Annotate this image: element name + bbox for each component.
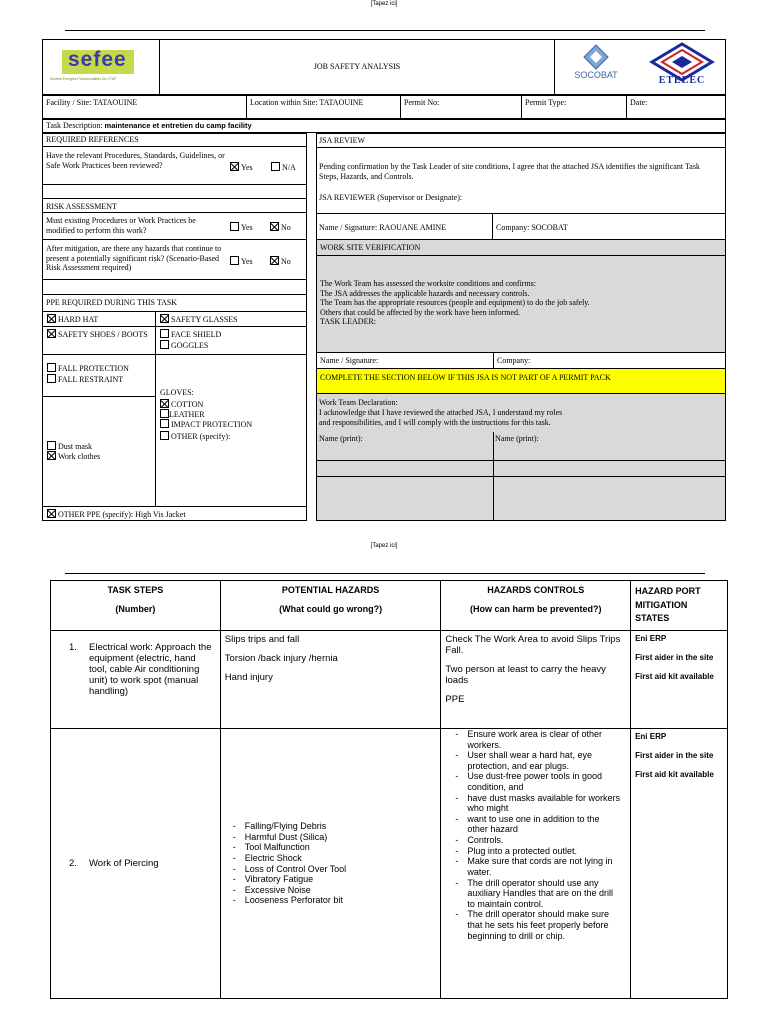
row1-mitigation-item: First aider in the site [635,653,714,662]
ppe-work-clothes[interactable] [47,451,100,462]
row2-task-step [51,729,221,999]
col-header-controls-title: HAZARDS CONTROLS [487,585,585,595]
task-description-label: Task Description: [46,121,103,130]
row2-hazards [220,729,441,999]
work-clothes-checkbox[interactable] [47,451,56,460]
other-gloves-label: OTHER (specify): [171,432,231,441]
row1-mitigation [631,631,728,729]
leader-company: Company: [493,352,726,369]
work-team-heading: Work Team Declaration: [319,398,398,407]
row2-step-number: 2. [69,858,77,869]
row2-controls [441,729,631,999]
name-print-2: Name (print): [495,434,539,443]
socobat-logo-text: SOCOBAT [574,70,618,80]
jsa-reviewer: JSA REVIEWER (Supervisor or Designate): [319,193,463,202]
permit-notice: COMPLETE THE SECTION BELOW IF THIS JSA IS NOT PART OF A PERMIT PACK [316,368,726,394]
work-site-text-3: The Team has the appropriate resources (people and equipment) to do the job safely. [320,298,590,308]
col-header-hazards-title: POTENTIAL HAZARDS [281,585,380,595]
cotton-checkbox[interactable] [160,399,169,408]
row2-mitigation-item: First aid kit available [635,770,714,779]
page-title: JOB SAFETY ANALYSIS [313,62,401,71]
page-header-middle: [Tapez ici] [370,543,398,549]
date: Date: [626,95,726,119]
face-shield-checkbox[interactable] [160,329,169,338]
row2-hazard: - Electric Shock [229,853,437,864]
socobat-logo [560,42,632,92]
header-rule-2 [65,573,705,574]
col-header-task-steps [51,581,221,631]
col-header-hazards [220,581,441,631]
goggles-checkbox[interactable] [160,340,169,349]
sefee-logo-text: sefee [68,48,127,71]
risk2-yes-option[interactable] [230,256,253,267]
risk-assessment-heading: RISK ASSESSMENT [46,202,117,211]
row2-control: - The drill operator should make sure that he sets his feet properly before beginning to drill or chip. [451,909,622,941]
task-leader-label: TASK LEADER: [320,317,377,327]
row2-control-list [445,729,626,941]
row2-hazard: - Vibratory Fatigue [229,874,437,885]
ref-na-checkbox[interactable] [271,162,280,171]
task-description-value: maintenance et entretien du camp facility [104,121,252,130]
risk-question-2: After mitigation, are there any hazards that continue to present a potentially significant risk? (Scenario-Based Risk Assessment required) [46,244,222,273]
reviewer-company: Company: SOCOBAT [496,223,568,232]
col-header-task-steps-sub: (Number) [115,604,156,614]
row2-control: - Plug into a protected outlet. [451,846,622,857]
col-header-task-steps-title: TASK STEPS [107,585,164,595]
ppe-fall-restraint[interactable] [47,374,123,385]
row2-hazard: - Excessive Noise [229,885,437,896]
name-print-1: Name (print): [319,434,363,443]
row1-step-number: 1. [69,642,77,653]
row1-control: Check The Work Area to avoid Slips Trips Fall. [445,634,621,656]
work-clothes-label: Work clothes [58,452,101,461]
dust-mask-checkbox[interactable] [47,441,56,450]
safety-glasses-label: SAFETY GLASSES [171,315,238,324]
work-team-text-2: and responsibilities, and I will comply with the instructions for this task. [319,418,551,427]
work-site-text-4: Others that could be affected by the work have been informed. [320,307,520,317]
facility-site: Facility / Site: TATAOUINE [42,95,247,119]
row2-hazard: - Tool Malfunction [229,842,437,853]
row1-mitigation-item: First aid kit available [635,672,714,681]
jsa-review-text: Pending confirmation by the Task Leader of site conditions, I agree that the attached JSA identifies the significant Task Steps, Hazards, and Controls. [319,162,700,181]
fall-restraint-label: FALL RESTRAINT [58,375,124,384]
ppe-dust-mask[interactable] [47,441,92,452]
row1-control: PPE [445,694,465,705]
risk2-no-label: No [281,257,291,266]
row1-task-step [51,631,221,729]
ref-yes-option[interactable] [230,162,253,173]
ppe-cotton[interactable] [160,399,203,410]
safety-shoes-label: SAFETY SHOES / BOOTS [58,330,148,339]
etelec-logo [642,42,722,92]
ppe-face-shield[interactable] [160,329,221,340]
work-site-body [316,255,726,353]
leader-name: Name / Signature: [316,352,494,369]
col-header-controls [441,581,631,631]
ref-yes-checkbox[interactable] [230,162,239,171]
row1-hazard: Slips trips and fall [224,634,300,645]
risk1-no-checkbox[interactable] [270,222,279,231]
task-steps-table [50,580,728,999]
risk-question-1: Must existing Procedures or Work Practices be modified to perform this work? [46,216,196,235]
col-header-mitigation [631,581,728,631]
ppe-fall-protection[interactable] [47,363,129,374]
ref-yes-label: Yes [241,163,253,172]
gloves-label: GLOVES: [160,388,194,397]
leather-label: LEATHER [169,410,205,419]
row2-control: - User shall wear a hard hat, eye protection, and ear plugs. [451,750,622,771]
row2-hazard: - Harmful Dust (Silica) [229,832,437,843]
ppe-leather[interactable] [160,409,205,420]
hard-hat-checkbox[interactable] [47,314,56,323]
fall-protection-checkbox[interactable] [47,363,56,372]
safety-shoes-checkbox[interactable] [47,329,56,338]
row2-control: - Controls. [451,835,622,846]
row1-hazard: Hand injury [224,672,273,683]
sefee-logo [50,50,150,85]
col-header-mitigation-title: HAZARD PORT MITIGATION STATES [635,586,701,623]
table-row [51,729,728,999]
row2-control: - Make sure that cords are not lying in water. [451,856,622,877]
row1-step-text: Electrical work: Approach the equipment (electric, hand tool, cable Air conditioning unit) to work spot (manual handling) [89,642,212,697]
risk1-yes-checkbox[interactable] [230,222,239,231]
row2-hazard: - Falling/Flying Debris [229,821,437,832]
risk1-no-label: No [281,223,291,232]
location-within-site: Location within Site: TATAOUINE [246,95,401,119]
leather-checkbox[interactable] [160,409,169,418]
fall-restraint-checkbox[interactable] [47,374,56,383]
risk2-yes-checkbox[interactable] [230,256,239,265]
work-site-heading: WORK SITE VERIFICATION [316,239,726,256]
row1-controls [441,631,631,729]
socobat-diamond-icon [560,42,632,92]
ppe-other-gloves[interactable] [160,431,230,442]
sefee-tagline: Société Énergies Fonctionnalités Du CTAP [50,77,117,81]
row2-step-text: Work of Piercing [89,858,159,869]
row2-control: - have dust masks available for workers who might [451,793,622,814]
row1-control: Two person at least to carry the heavy loads [445,664,606,686]
ppe-safety-shoes[interactable] [47,329,152,340]
risk1-no-option[interactable] [270,222,291,233]
required-references-heading: REQUIRED REFERENCES [42,133,307,147]
row2-hazard: - Looseness Perforator bit [229,895,437,906]
other-ppe-checkbox[interactable] [47,509,56,518]
left-panel [42,133,307,521]
risk1-yes-option[interactable] [230,222,253,233]
row2-hazard: - Loss of Control Over Tool [229,864,437,875]
row2-control: - The drill operator should use any auxiliary Handles that are on the drill to maintain control. [451,878,622,910]
ppe-impact-protection[interactable] [160,419,252,430]
required-references-question: Have the relevant Procedures, Standards, Guidelines, or Safe Work Practices been reviewed? [46,151,225,170]
safety-glasses-checkbox[interactable] [160,314,169,323]
face-shield-label: FACE SHIELD [171,330,222,339]
work-team-text-1: I acknowledge that I have reviewed the attached JSA, I understand my roles [319,408,563,417]
row2-mitigation-item: First aider in the site [635,751,714,760]
other-ppe-label: OTHER PPE (specify): High Vis Jacket [58,510,186,519]
table-header-row [51,581,728,631]
row2-control: - Ensure work area is clear of other workers. [451,729,622,750]
ppe-heading: PPE REQUIRED DURING THIS TASK [46,298,178,307]
col-header-controls-sub: (How can harm be prevented?) [469,604,602,614]
ref-na-label: N/A [282,163,296,172]
reviewer-name: Name / Signature: RAOUANE AMINE [319,223,447,232]
col-header-hazards-sub: (What could go wrong?) [279,604,383,614]
ref-na-option[interactable] [271,162,296,173]
impact-protection-checkbox[interactable] [160,419,169,428]
row2-control: - want to use one in addition to the other hazard [451,814,622,835]
impact-protection-label: IMPACT PROTECTION [171,420,253,429]
jsa-review-heading: JSA REVIEW [319,136,365,145]
risk2-no-option[interactable] [270,256,291,267]
ppe-safety-glasses[interactable] [160,314,238,325]
ppe-other[interactable] [47,509,186,520]
permit-no: Permit No: [400,95,522,119]
row1-hazards [220,631,441,729]
risk1-yes-label: Yes [241,223,253,232]
row2-mitigation-item: Eni ERP [635,732,667,741]
risk2-no-checkbox[interactable] [270,256,279,265]
work-site-text-2: The JSA addresses the applicable hazards and necessary controls. [320,288,530,298]
ppe-hard-hat[interactable] [47,314,98,325]
work-site-text-1: The Work Team has assessed the worksite conditions and confirms: [320,279,537,288]
cotton-label: COTTON [171,400,204,409]
task-description [42,119,726,133]
ppe-goggles[interactable] [160,340,208,351]
row1-hazard: Torsion /back injury /hernia [224,653,338,664]
table-row [51,631,728,729]
page-header-top: [Tapez ici] [370,1,398,7]
row2-control: - Use dust-free power tools in good condition, and [451,771,622,792]
other-gloves-checkbox[interactable] [160,431,169,440]
header-rule [65,30,705,31]
permit-type: Permit Type: [521,95,627,119]
etelec-logo-text: ETELEC [658,75,706,86]
hard-hat-label: HARD HAT [58,315,99,324]
risk2-yes-label: Yes [241,257,253,266]
fall-protection-label: FALL PROTECTION [58,364,129,373]
row1-mitigation-item: Eni ERP [635,634,667,643]
row2-hazard-list [229,821,437,906]
goggles-label: GOGGLES [171,341,209,350]
row2-mitigation [631,729,728,999]
dust-mask-label: Dust mask [58,442,92,451]
